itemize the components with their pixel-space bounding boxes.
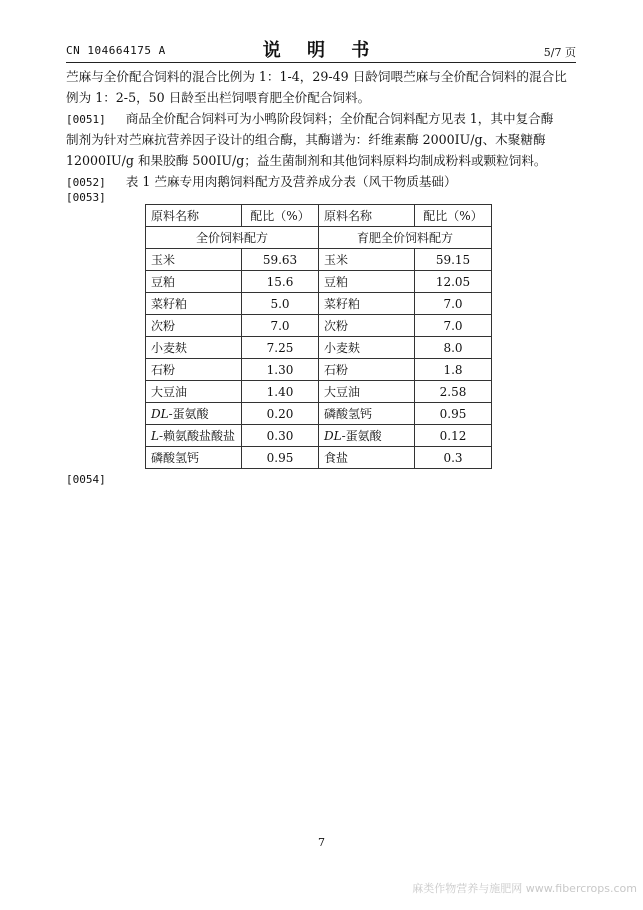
- ingredient-label: 菜籽粕: [324, 297, 361, 311]
- ingredient-name-1: [146, 293, 242, 315]
- table-row: [146, 293, 492, 315]
- ingredient-name-1: [146, 403, 242, 425]
- paragraph-tag: [0051]: [66, 113, 106, 126]
- ingredient-name-2: [319, 337, 415, 359]
- ingredient-ratio-2: 8.0: [415, 337, 492, 359]
- ingredient-label: 次粉: [324, 319, 349, 333]
- ingredient-ratio-2: 7.0: [415, 293, 492, 315]
- ingredient-label: 小麦麸: [151, 341, 188, 355]
- ingredient-ratio-2: 7.0: [415, 315, 492, 337]
- ingredient-label: 蛋氨酸: [345, 429, 382, 443]
- ingredient-ratio-2: 2.58: [415, 381, 492, 403]
- page-header: [66, 36, 576, 62]
- subheader-fattening: 育肥全价饲料配方: [319, 227, 492, 249]
- ingredient-label: 赖氨酸盐酸盐: [163, 429, 236, 443]
- document-title: 说 明 书: [262, 40, 380, 61]
- ingredient-name-1: [146, 381, 242, 403]
- ingredient-label: 大豆油: [151, 385, 188, 399]
- ingredient-name-2: [319, 359, 415, 381]
- ingredient-prefix: DL-: [324, 429, 346, 443]
- ingredient-ratio-1: 15.6: [242, 271, 319, 293]
- header-ingredient-2: 原料名称: [319, 205, 415, 227]
- subheader-full-price: 全价饲料配方: [146, 227, 319, 249]
- ingredient-label: 次粉: [151, 319, 176, 333]
- ingredient-name-2: [319, 447, 415, 469]
- ingredient-ratio-1: 59.63: [242, 249, 319, 271]
- paragraph-tag: [0053]: [66, 191, 106, 204]
- ingredient-label: 石粉: [324, 363, 349, 377]
- paragraph-0051: [66, 108, 580, 130]
- ingredient-ratio-1: 7.25: [242, 337, 319, 359]
- table-header-row: [146, 205, 492, 227]
- ingredient-ratio-2: 59.15: [415, 249, 492, 271]
- ingredient-ratio-2: 0.12: [415, 425, 492, 447]
- header-ratio-1: 配比（%）: [242, 205, 319, 227]
- ingredient-label: 菜籽粕: [151, 297, 188, 311]
- header-ratio-2: 配比（%）: [415, 205, 492, 227]
- table-body: [146, 249, 492, 469]
- table-row: [146, 249, 492, 271]
- table-row: [146, 381, 492, 403]
- ingredient-label: 食盐: [324, 451, 349, 465]
- table-row: [146, 447, 492, 469]
- ingredient-ratio-1: 7.0: [242, 315, 319, 337]
- ingredient-name-1: [146, 359, 242, 381]
- table-subheader-row: [146, 227, 492, 249]
- table-row: [146, 315, 492, 337]
- paragraph-line: 12000IU/g 和果胶酶 500IU/g；益生菌制剂和其他饲料原料均制成粉料或颗粒饲料。: [66, 153, 547, 168]
- ingredient-label: 玉米: [324, 253, 349, 267]
- ingredient-name-2: [319, 271, 415, 293]
- ingredient-name-2: [319, 403, 415, 425]
- ingredient-ratio-2: 0.95: [415, 403, 492, 425]
- ingredient-ratio-1: 0.95: [242, 447, 319, 469]
- table-row: [146, 403, 492, 425]
- table-caption: 表 1 苎麻专用肉鹅饲料配方及营养成分表（风干物质基础）: [125, 174, 457, 189]
- ingredient-ratio-1: 0.30: [242, 425, 319, 447]
- paragraph-tag: [0054]: [66, 473, 106, 486]
- ingredient-name-1: [146, 447, 242, 469]
- ingredient-label: 磷酸氢钙: [324, 407, 373, 421]
- ingredient-ratio-2: 12.05: [415, 271, 492, 293]
- ingredient-ratio-1: 1.30: [242, 359, 319, 381]
- publication-number: CN 104664175 A: [66, 44, 166, 57]
- header-rule: [66, 62, 576, 63]
- ingredient-ratio-2: 1.8: [415, 359, 492, 381]
- ingredient-name-2: [319, 425, 415, 447]
- ingredient-prefix: DL-: [151, 407, 173, 421]
- paragraph-tag: [0052]: [66, 176, 106, 189]
- table-row: [146, 425, 492, 447]
- ingredient-label: 石粉: [151, 363, 176, 377]
- table-row: [146, 337, 492, 359]
- ingredient-label: 玉米: [151, 253, 176, 267]
- paragraph-line: 商品全价配合饲料可为小鸭阶段饲料；全价配合饲料配方见表 1，其中复合酶: [125, 111, 554, 126]
- ingredient-name-1: [146, 337, 242, 359]
- page-number: 7: [318, 836, 325, 849]
- ingredient-name-2: [319, 293, 415, 315]
- ingredient-name-1: [146, 271, 242, 293]
- ingredient-label: 蛋氨酸: [172, 407, 209, 421]
- feed-formula-table: [145, 204, 492, 469]
- ingredient-label: 小麦麸: [324, 341, 361, 355]
- table-row: [146, 271, 492, 293]
- ingredient-name-1: [146, 425, 242, 447]
- ingredient-name-2: [319, 381, 415, 403]
- ingredient-name-2: [319, 249, 415, 271]
- ingredient-ratio-1: 1.40: [242, 381, 319, 403]
- page-info: 5/7 页: [543, 46, 576, 59]
- watermark: 麻类作物营养与施肥网 www.fibercrops.com: [412, 882, 637, 895]
- paragraph-line: 制剂为针对苎麻抗营养因子设计的组合酶，其酶谱为：纤维素酶 2000IU/g、木聚糖酶: [66, 132, 546, 147]
- ingredient-name-1: [146, 315, 242, 337]
- ingredient-label: 大豆油: [324, 385, 361, 399]
- ingredient-label: 豆粕: [151, 275, 176, 289]
- ingredient-label: 磷酸氢钙: [151, 451, 200, 465]
- table-row: [146, 359, 492, 381]
- paragraph-line: 苎麻与全价配合饲料的混合比例为 1：1-4，29-49 日龄饲喂苎麻与全价配合饲料的混合比: [66, 69, 567, 84]
- ingredient-ratio-1: 5.0: [242, 293, 319, 315]
- ingredient-name-1: [146, 249, 242, 271]
- ingredient-name-2: [319, 315, 415, 337]
- ingredient-prefix: L-: [151, 429, 164, 443]
- ingredient-ratio-1: 0.20: [242, 403, 319, 425]
- paragraph-line: 例为 1：2-5，50 日龄至出栏饲喂育肥全价配合饲料。: [66, 90, 371, 105]
- paragraph-0054: [66, 468, 580, 490]
- ingredient-ratio-2: 0.3: [415, 447, 492, 469]
- ingredient-label: 豆粕: [324, 275, 349, 289]
- header-ingredient-1: 原料名称: [146, 205, 242, 227]
